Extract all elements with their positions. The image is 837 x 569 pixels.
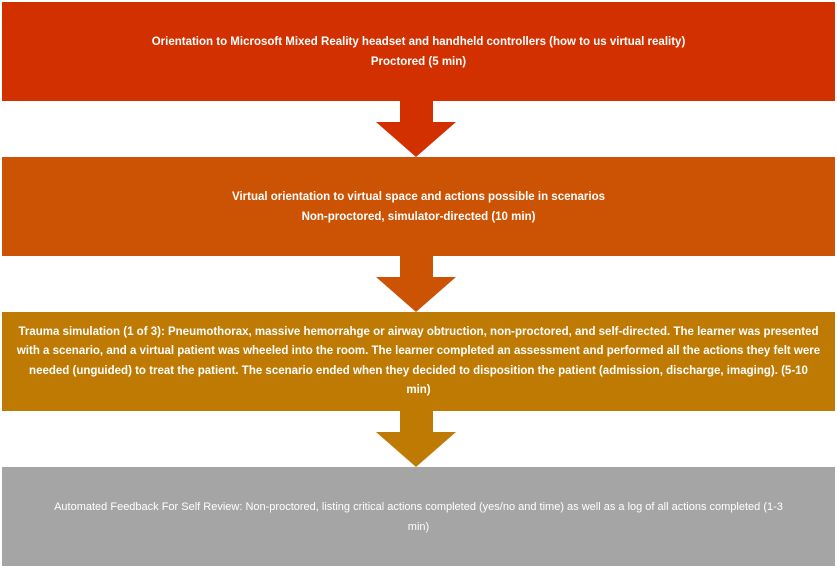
down-arrow-icon — [0, 256, 837, 312]
step-automated-feedback — [2, 467, 835, 566]
step-text-line: with a scenario, and a virtual patient was wheeled into the room. The learner completed an assessment and performed all the actions they felt were — [16, 345, 821, 357]
step-orientation-headset — [2, 2, 835, 101]
step-text-line: Proctored (5 min) — [370, 55, 467, 68]
down-arrow-icon — [0, 101, 837, 157]
step-trauma-simulation — [2, 312, 835, 411]
step-text-line: Trauma simulation (1 of 3): Pneumothorax, massive hemorrahge or airway obtruction, non-proctored, and self-directed. The learner was presented — [18, 325, 819, 338]
step-virtual-orientation — [2, 157, 835, 256]
step-text-line: needed (unguided) to treat the patient. The scenario ended when they decided to disposition the patient (admission, discharge, imaging). (5-10 min) — [29, 364, 808, 396]
step-text-line: Automated Feedback For Self Review: Non-proctored, listing critical actions completed (yes/no and time) as well as a log of all actions completed (1-3 — [54, 500, 783, 513]
step-text-line: Virtual orientation to virtual space and actions possible in scenarios — [232, 190, 605, 203]
step-text-line: min) — [407, 520, 430, 533]
down-arrow-icon — [0, 411, 837, 467]
step-text-line: Orientation to Microsoft Mixed Reality headset and handheld controllers (how to us virtual reality) — [151, 35, 686, 48]
step-text-line: Non-proctored, simulator-directed (10 min) — [301, 210, 536, 223]
